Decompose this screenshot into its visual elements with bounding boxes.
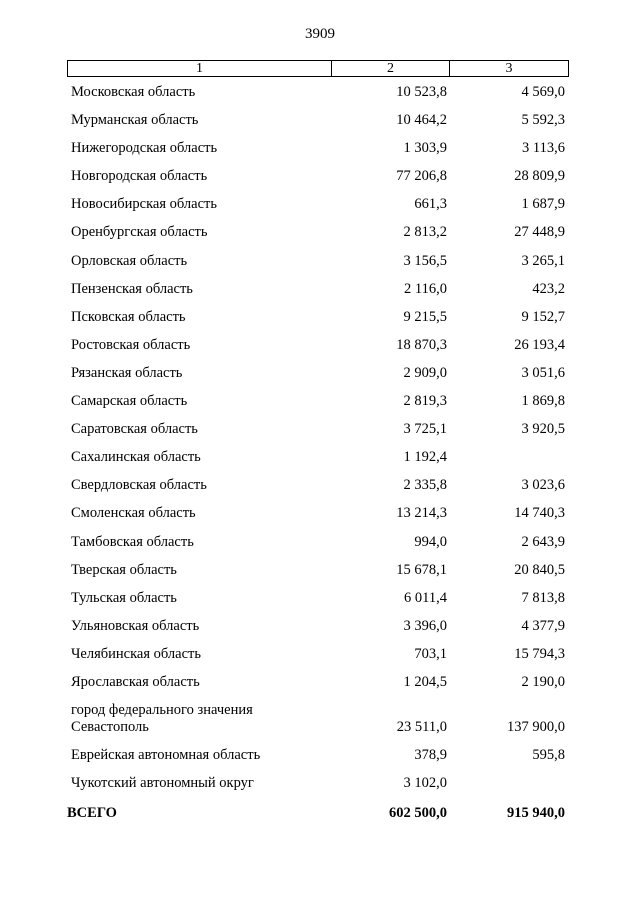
region-name: Псковская область	[71, 308, 186, 325]
value-col-2: 23 511,0	[396, 719, 447, 736]
value-col-3: 3 265,1	[521, 252, 565, 269]
value-col-2: 1 303,9	[403, 140, 447, 157]
value-col-3: 3 113,6	[522, 140, 565, 157]
value-col-3: 595,8	[532, 747, 565, 764]
value-col-3: 2 643,9	[521, 533, 565, 550]
table-row	[67, 393, 569, 421]
value-col-2: 703,1	[414, 645, 447, 662]
value-col-2: 3 396,0	[403, 617, 447, 634]
value-col-2: 2 116,0	[404, 280, 447, 297]
value-col-2: 6 011,4	[404, 589, 447, 606]
value-col-3: 20 840,5	[514, 561, 565, 578]
region-name: Ростовская область	[71, 336, 191, 353]
value-col-3: 15 794,3	[514, 645, 565, 662]
table-row	[67, 140, 569, 168]
table-row	[67, 747, 569, 775]
table-header	[67, 60, 569, 77]
value-col-2: 9 215,5	[403, 308, 447, 325]
table-row	[67, 309, 569, 337]
value-col-3: 14 740,3	[514, 505, 565, 522]
total-value-col-3: 915 940,0	[507, 805, 565, 822]
value-col-2: 661,3	[414, 196, 447, 213]
header-col-2: 2	[332, 61, 450, 76]
value-col-2: 2 813,2	[403, 224, 447, 241]
value-col-3: 26 193,4	[514, 336, 565, 353]
region-name: Ульяновская область	[71, 617, 200, 634]
value-col-3: 3 051,6	[521, 364, 565, 381]
table-row	[67, 562, 569, 590]
region-name: Челябинская область	[71, 645, 201, 662]
region-name: Московская область	[71, 84, 196, 100]
table-row	[67, 84, 569, 112]
value-col-2: 10 523,8	[396, 84, 447, 100]
value-col-2: 1 204,5	[403, 673, 447, 690]
table-row	[67, 337, 569, 365]
value-col-3: 137 900,0	[507, 719, 565, 736]
header-col-3: 3	[505, 61, 513, 76]
region-name: Свердловская область	[71, 477, 207, 494]
total-row	[67, 805, 569, 833]
region-name: Тульская область	[71, 589, 177, 606]
value-col-3: 27 448,9	[514, 224, 565, 241]
region-name: Тамбовская область	[71, 533, 194, 550]
value-col-2: 15 678,1	[396, 561, 447, 578]
region-name: Сахалинская область	[71, 449, 201, 466]
table-row	[67, 196, 569, 224]
table-row	[67, 477, 569, 505]
region-name: Чукотский автономный округ	[71, 775, 254, 792]
value-col-2: 2 819,3	[403, 393, 447, 410]
table-row	[67, 224, 569, 252]
table-row	[67, 646, 569, 674]
value-col-3: 3 023,6	[521, 477, 565, 494]
value-col-3: 3 920,5	[521, 421, 565, 438]
region-name: Еврейская автономная область	[71, 747, 261, 764]
table-row	[67, 449, 569, 477]
table-row	[67, 702, 569, 747]
region-name: Рязанская область	[71, 364, 183, 381]
table-row	[67, 168, 569, 196]
table-row	[67, 618, 569, 646]
table-row	[67, 421, 569, 449]
table-row	[67, 505, 569, 533]
value-col-2: 10 464,2	[396, 112, 447, 129]
value-col-2: 994,0	[414, 533, 447, 550]
region-name: Тверская область	[71, 561, 177, 578]
region-name: Самарская область	[71, 393, 188, 410]
region-name: Новосибирская область	[71, 196, 217, 213]
value-col-2: 13 214,3	[396, 505, 447, 522]
region-name: Саратовская область	[71, 421, 198, 438]
page-number: 3909	[305, 26, 335, 42]
value-col-3: 4 569,0	[521, 84, 565, 100]
table-row	[67, 534, 569, 562]
region-name: Смоленская область	[71, 505, 196, 522]
table-row	[67, 112, 569, 140]
table-body	[67, 84, 569, 833]
value-col-3: 2 190,0	[521, 673, 565, 690]
header-col-1: 1	[68, 61, 332, 76]
value-col-3: 28 809,9	[514, 168, 565, 185]
value-col-2: 18 870,3	[396, 336, 447, 353]
table-row	[67, 281, 569, 309]
region-name: Оренбургская область	[71, 224, 208, 241]
value-col-2: 3 156,5	[403, 252, 447, 269]
total-label: ВСЕГО	[67, 805, 117, 822]
region-name: Ярославская область	[71, 673, 200, 690]
value-col-2: 3 725,1	[403, 421, 447, 438]
table-row	[67, 775, 569, 803]
region-name: Новгородская область	[71, 168, 208, 185]
table-row	[67, 590, 569, 618]
region-name: Нижегородская область	[71, 140, 218, 157]
value-col-3: 5 592,3	[521, 112, 565, 129]
table-row	[67, 253, 569, 281]
region-name: город федерального значения Севастополь	[71, 702, 253, 736]
value-col-2: 2 909,0	[403, 364, 447, 381]
total-value-col-2: 602 500,0	[389, 805, 447, 822]
region-name: Пензенская область	[71, 280, 193, 297]
value-col-3: 423,2	[532, 280, 565, 297]
value-col-3: 4 377,9	[521, 617, 565, 634]
value-col-2: 378,9	[414, 747, 447, 764]
table-row	[67, 674, 569, 702]
table-row	[67, 365, 569, 393]
value-col-2: 2 335,8	[403, 477, 447, 494]
region-name: Мурманская область	[71, 112, 199, 129]
value-col-2: 3 102,0	[403, 775, 447, 792]
value-col-3: 1 687,9	[521, 196, 565, 213]
value-col-2: 1 192,4	[403, 449, 447, 466]
value-col-3: 7 813,8	[521, 589, 565, 606]
value-col-2: 77 206,8	[396, 168, 447, 185]
value-col-3: 1 869,8	[521, 393, 565, 410]
value-col-3: 9 152,7	[521, 308, 565, 325]
region-name: Орловская область	[71, 252, 188, 269]
